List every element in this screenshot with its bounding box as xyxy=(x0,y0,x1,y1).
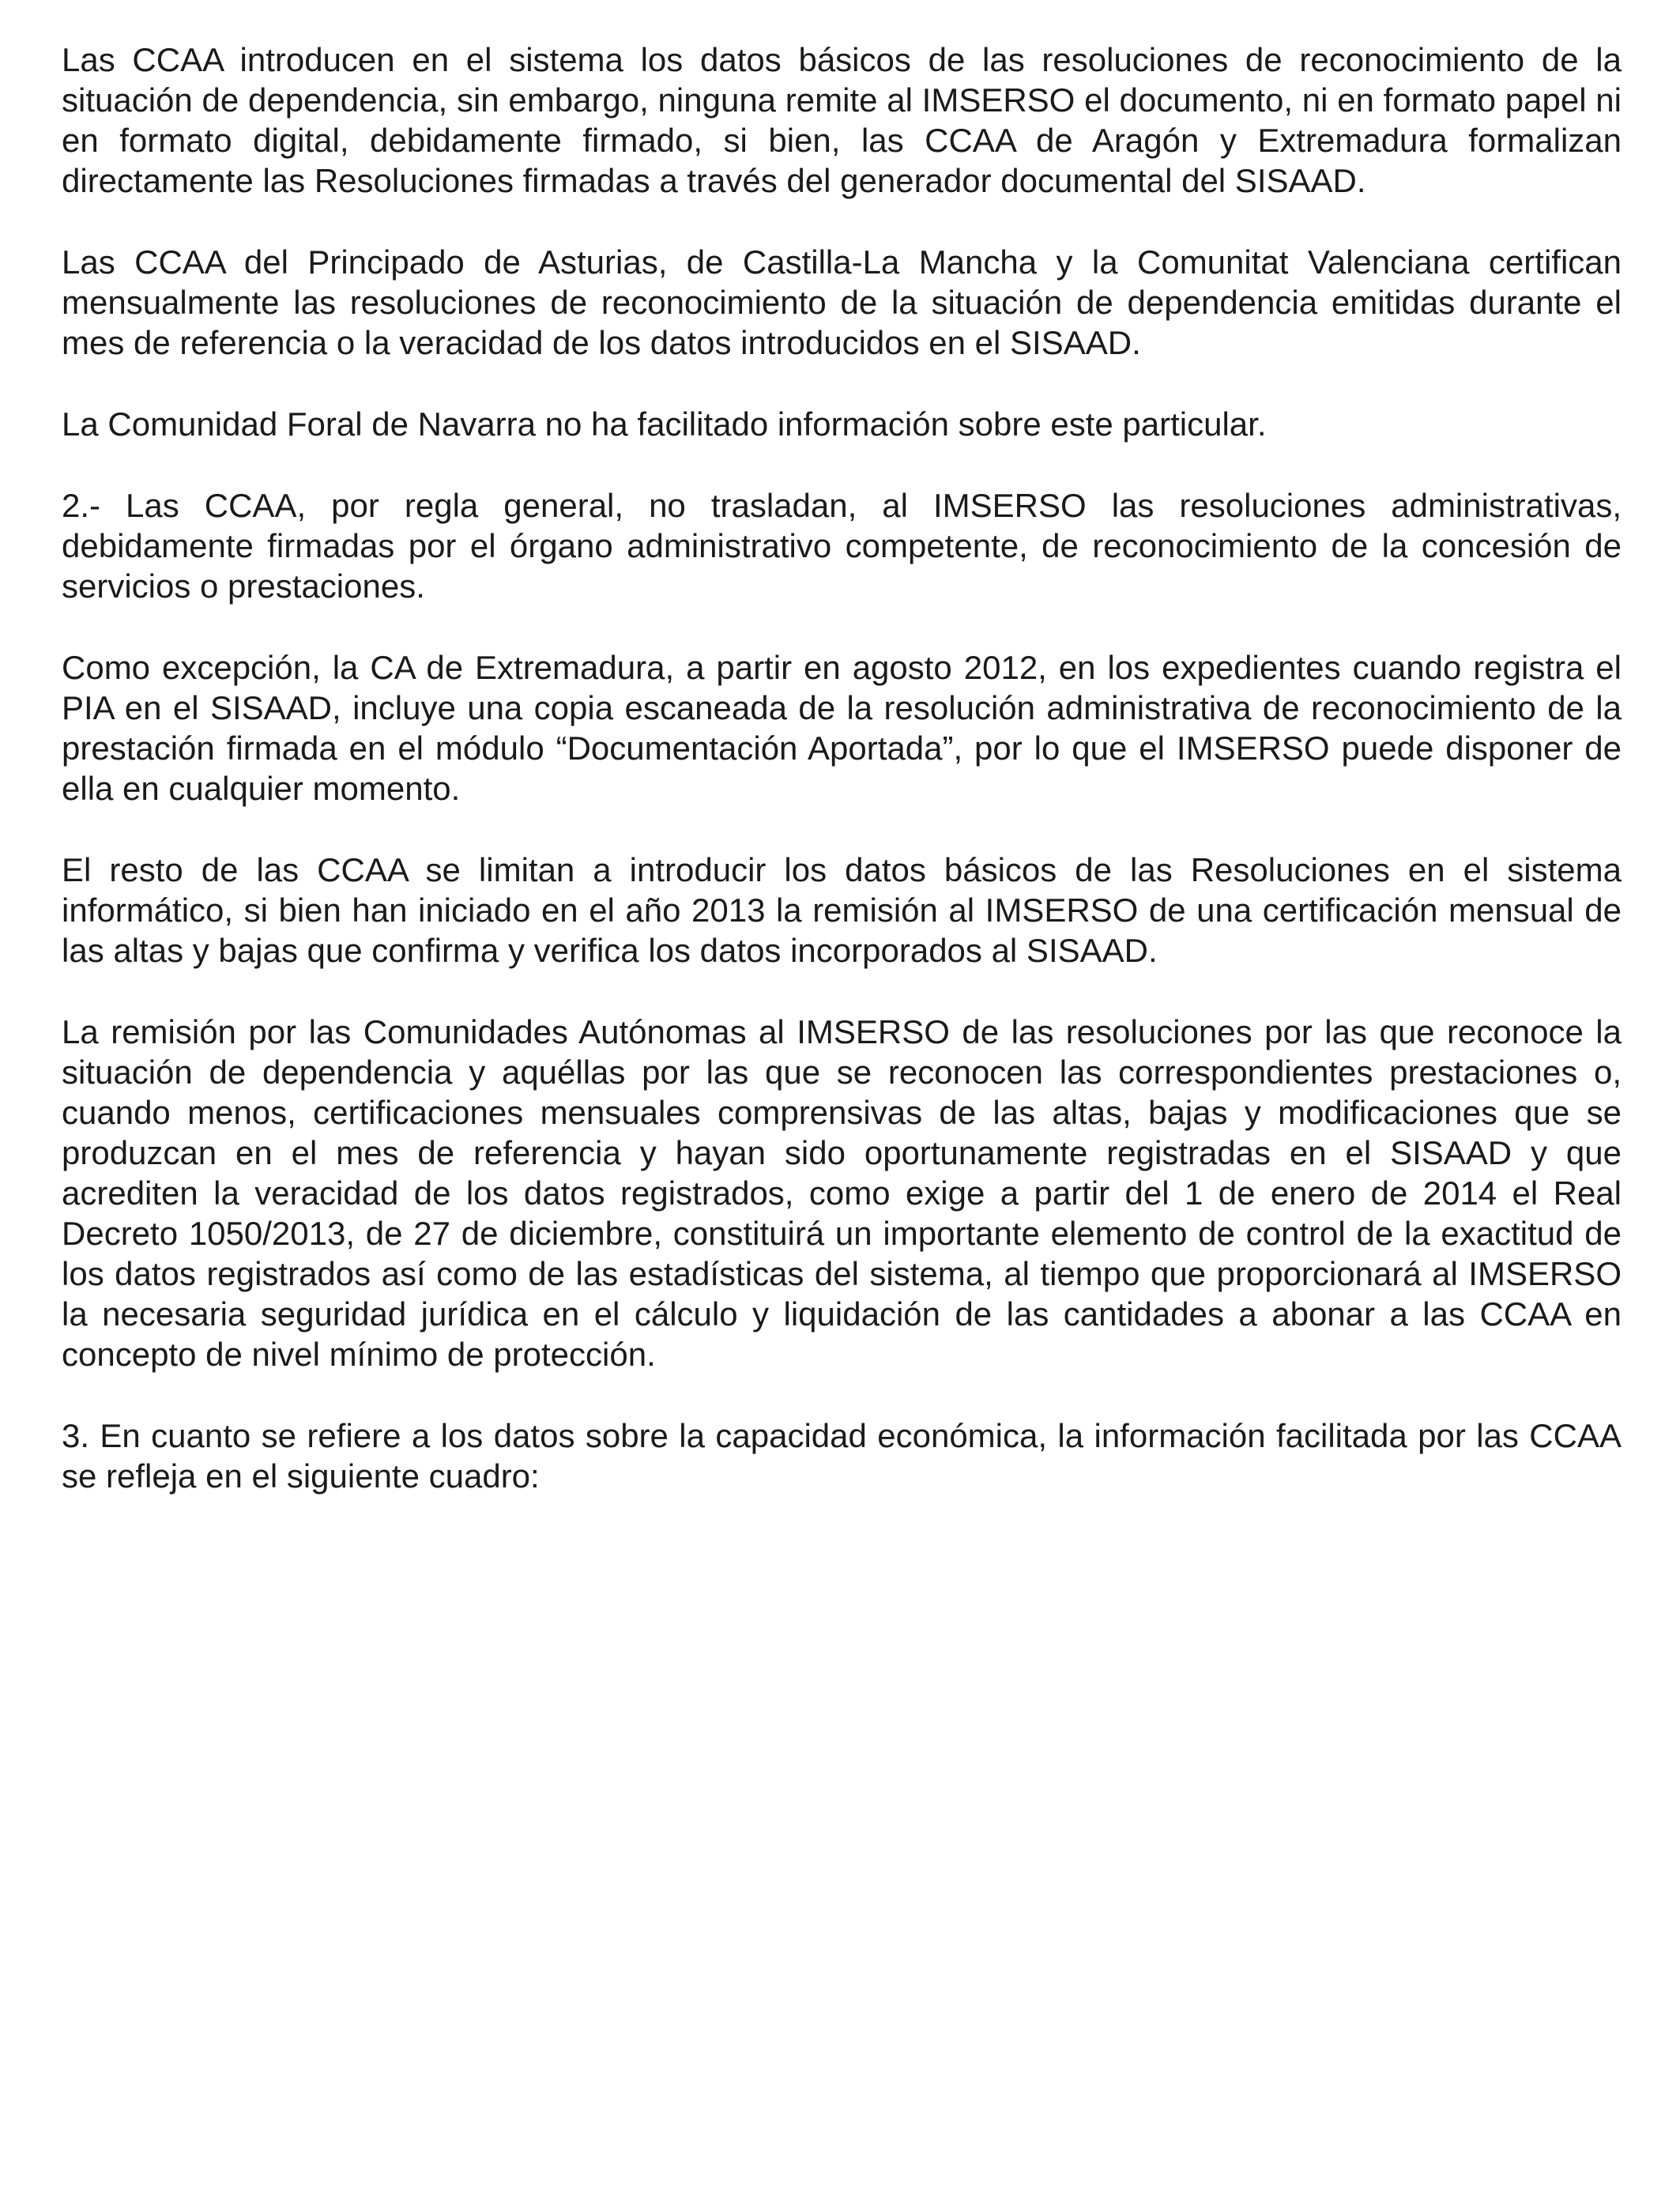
paragraph-excepcion-extremadura: Como excepción, la CA de Extremadura, a partir en agosto 2012, en los expedientes cuando registra el PIA en el SISAAD, incluye una copia escaneada de la resolución administrativa de reconocimiento de la prestación firmada en el módulo “Documentación Aportada”, por lo que el IMSERSO puede disponer de ella en cualquier momento. xyxy=(62,649,1622,807)
paragraph-certificacion-mensual: Las CCAA del Principado de Asturias, de Castilla-La Mancha y la Comunitat Valenciana certifican mensualmente las resoluciones de reconocimiento de la situación de dependencia emitidas durante el mes de referencia o la veracidad de los datos introducidos en el SISAAD. xyxy=(62,243,1622,361)
paragraph-remision-imserso: La remisión por las Comunidades Autónomas al IMSERSO de las resoluciones por las que reconoce la situación de dependencia y aquéllas por las que se reconocen las correspondientes prestaciones o, cuando menos, certificaciones mensuales comprensivas de las altas, bajas y modificaciones que se produzcan en el mes de referencia y hayan sido oportunamente registradas en el SISAAD y que acrediten la veracidad de los datos registrados, como exige a partir del 1 de enero de 2014 el Real Decreto 1050/2013, de 27 de diciembre, constituirá un importante elemento de control de la exactitud de los datos registrados así como de las estadísticas del sistema, al tiempo que proporcionará al IMSERSO la necesaria seguridad jurídica en el cálculo y liquidación de las cantidades a abonar a las CCAA en concepto de nivel mínimo de protección. xyxy=(62,1013,1622,1373)
paragraph-resoluciones-dependencia: Las CCAA introducen en el sistema los datos básicos de las resoluciones de reconocimiento de la situación de dependencia, sin embargo, ninguna remite al IMSERSO el documento, ni en formato papel ni en formato digital, debidamente firmado, si bien, las CCAA de Aragón y Extremadura formalizan directamente las Resoluciones firmadas a través del generador documental del SISAAD. xyxy=(62,41,1622,199)
paragraph-navarra: La Comunidad Foral de Navarra no ha facilitado información sobre este particular. xyxy=(62,405,1267,443)
paragraph-resto-ccaa: El resto de las CCAA se limitan a introducir los datos básicos de las Resoluciones en el sistema informático, si bien han iniciado en el año 2013 la remisión al IMSERSO de una certificación mensual de las altas y bajas que confirma y verifica los datos incorporados al SISAAD. xyxy=(62,851,1622,969)
document-body xyxy=(62,40,1622,1537)
paragraph-punto-2: 2.- Las CCAA, por regla general, no trasladan, al IMSERSO las resoluciones administrativas, debidamente firmadas por el órgano administrativo competente, de reconocimiento de la concesión de servicios o prestaciones. xyxy=(62,487,1622,605)
paragraph-punto-3: 3. En cuanto se refiere a los datos sobre la capacidad económica, la información facilitada por las CCAA se refleja en el siguiente cuadro: xyxy=(62,1417,1622,1495)
